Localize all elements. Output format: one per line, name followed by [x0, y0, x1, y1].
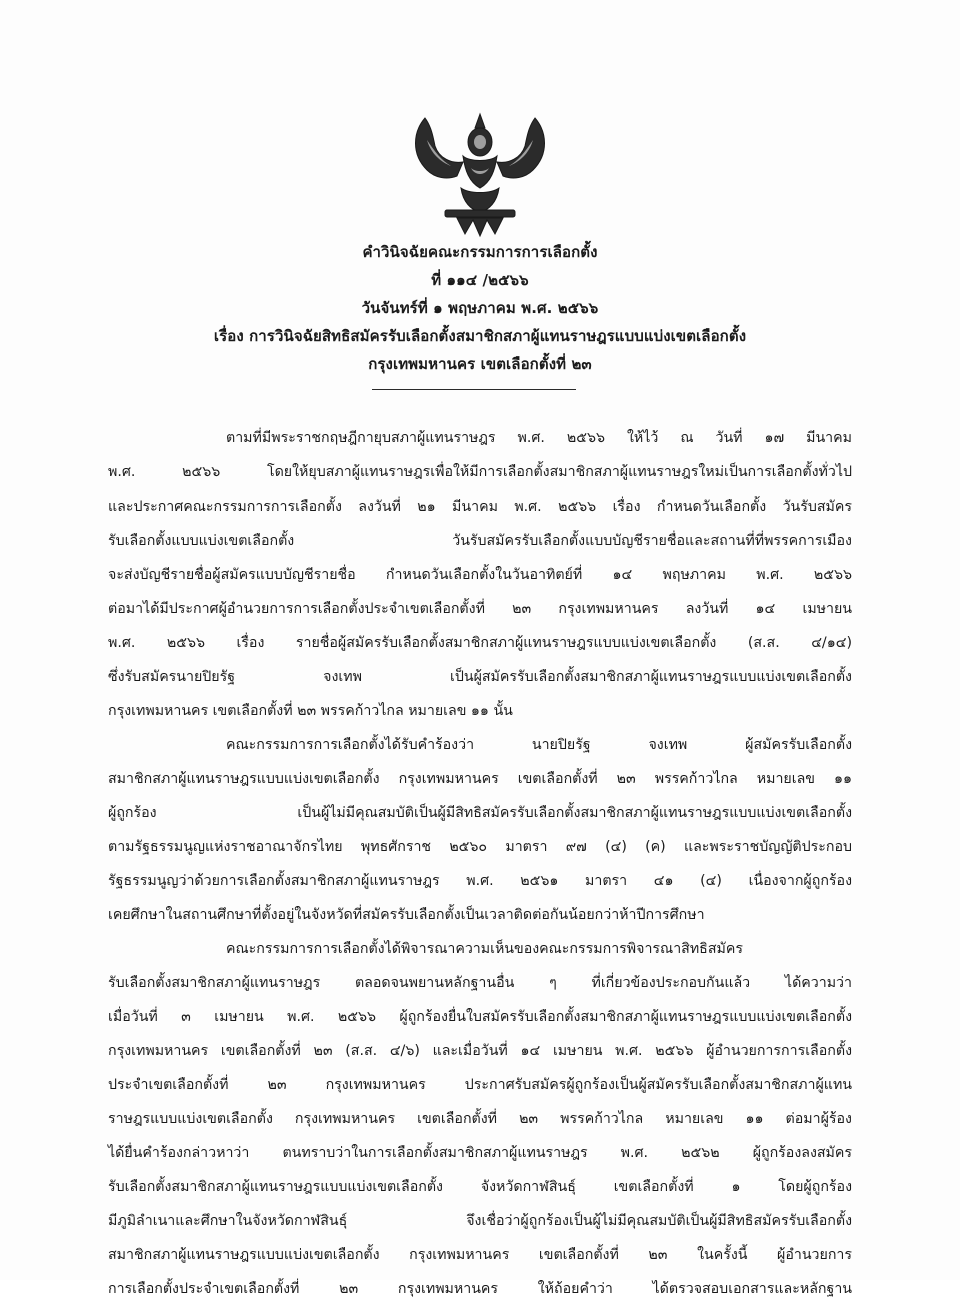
text-line: สมาชิกสภาผู้แทนราษฎรแบบแบ่งเขตเลือกตั้ง กรุงเทพมหานคร เขตเลือกตั้งที่ ๒๓ ในครั้งนี้ ผู้อำนวยการ	[108, 1247, 852, 1263]
text-line: เคยศึกษาในสถานศึกษาที่ตั้งอยู่ในจังหวัดที่สมัครรับเลือกตั้งเป็นเวลาติดต่อกันน้อยกว่าห้าปีการศึกษา	[108, 907, 705, 923]
text-line: ตามรัฐธรรมนูญแห่งราชอาณาจักรไทย พุทธศักราช ๒๕๖๐ มาตรา ๙๗ (๔) (ค) และพระราชบัญญัติประกอบ	[108, 839, 852, 855]
decision-subject-continued: กรุงเทพมหานคร เขตเลือกตั้งที่ ๒๓	[368, 355, 592, 373]
text-line: กรุงเทพมหานคร เขตเลือกตั้งที่ ๒๓ (ส.ส. ๔/๖) และเมื่อวันที่ ๑๔ เมษายน พ.ศ. ๒๕๖๖ ผู้อำนวยการการเลือกตั้ง	[108, 1043, 852, 1059]
text-line: จะส่งบัญชีรายชื่อผู้สมัครแบบบัญชีรายชื่อ กำหนดวันเลือกตั้งในวันอาทิตย์ที่ ๑๔ พฤษภาคม พ.ศ. ๒๕๖๖	[108, 567, 852, 583]
text-line: รับเลือกตั้งสมาชิกสภาผู้แทนราษฎรแบบแบ่งเขตเลือกตั้ง จังหวัดกาฬสินธุ์ เขตเลือกตั้งที่ ๑ โดยผู้ถูกร้อง	[108, 1179, 852, 1195]
text-line: รับเลือกตั้งสมาชิกสภาผู้แทนราษฎร ตลอดจนพยานหลักฐานอื่น ๆ ที่เกี่ยวข้องประกอบกันแล้ว ได้ความว่า	[108, 975, 852, 991]
text-line: รับเลือกตั้งแบบแบ่งเขตเลือกตั้ง วันรับสมัครรับเลือกตั้งแบบบัญชีรายชื่อและสถานที่ที่พรรคการเมือง	[108, 533, 852, 549]
text-line: การเลือกตั้งประจำเขตเลือกตั้งที่ ๒๓ กรุงเทพมหานคร ให้ถ้อยคำว่า ได้ตรวจสอบเอกสารและหลักฐาน	[108, 1281, 852, 1297]
decision-date: วันจันทร์ที่ ๑ พฤษภาคม พ.ศ. ๒๕๖๖	[361, 299, 599, 317]
text-line: มีภูมิลำเนาและศึกษาในจังหวัดกาฬสินธุ์ จึงเชื่อว่าผู้ถูกร้องเป็นผู้ไม่มีคุณสมบัติเป็นผู้มีสิทธิสมัครรับเลือกตั้ง	[108, 1213, 852, 1229]
decision-subject: เรื่อง การวินิจฉัยสิทธิสมัครรับเลือกตั้งสมาชิกสภาผู้แทนราษฎรแบบแบ่งเขตเลือกตั้ง	[213, 327, 747, 345]
text-line: คณะกรรมการการเลือกตั้งได้พิจารณาความเห็นของคณะกรรมการพิจารณาสิทธิสมัคร	[226, 941, 743, 957]
text-line: ได้ยื่นคำร้องกล่าวหาว่า ตนทราบว่าในการเลือกตั้งสมาชิกสภาผู้แทนราษฎร พ.ศ. ๒๕๖๒ ผู้ถูกร้องลงสมัคร	[108, 1145, 852, 1161]
text-line: ตามที่มีพระราชกฤษฎีกายุบสภาผู้แทนราษฎร พ.ศ. ๒๕๖๖ ให้ไว้ ณ วันที่ ๑๗ มีนาคม	[226, 430, 852, 446]
text-line: และประกาศคณะกรรมการการเลือกตั้ง ลงวันที่ ๒๑ มีนาคม พ.ศ. ๒๕๖๖ เรื่อง กำหนดวันเลือกตั้ง วันรับสมัคร	[108, 499, 852, 515]
text-line: กรุงเทพมหานคร เขตเลือกตั้งที่ ๒๓ พรรคก้าวไกล หมายเลข ๑๑ นั้น	[108, 703, 513, 719]
text-line: ผู้ถูกร้อง เป็นผู้ไม่มีคุณสมบัติเป็นผู้มีสิทธิสมัครรับเลือกตั้งสมาชิกสภาผู้แทนราษฎรแบบแบ่งเขตเลือกตั้ง	[108, 805, 852, 821]
text-line: เมื่อวันที่ ๓ เมษายน พ.ศ. ๒๕๖๖ ผู้ถูกร้องยื่นใบสมัครรับเลือกตั้งสมาชิกสภาผู้แทนราษฎรแบบแบ่งเขตเลือกตั้ง	[108, 1009, 852, 1025]
text-line: พ.ศ. ๒๕๖๖ โดยให้ยุบสภาผู้แทนราษฎรเพื่อให้มีการเลือกตั้งสมาชิกสภาผู้แทนราษฎรใหม่เป็นการเลือกตั้งทั่วไป	[108, 464, 852, 480]
text-line: ต่อมาได้มีประกาศผู้อำนวยการการเลือกตั้งประจำเขตเลือกตั้งที่ ๒๓ กรุงเทพมหานคร ลงวันที่ ๑๔ เมษายน	[108, 601, 853, 617]
text-line: ซึ่งรับสมัครนายปิยรัฐ จงเทพ เป็นผู้สมัครรับเลือกตั้งสมาชิกสภาผู้แทนราษฎรแบบแบ่งเขตเลือกตั้ง	[108, 669, 852, 685]
text-line: พ.ศ. ๒๕๖๖ เรื่อง รายชื่อผู้สมัครรับเลือกตั้งสมาชิกสภาผู้แทนราษฎรแบบแบ่งเขตเลือกตั้ง (ส.ส. ๔/๑๔)	[108, 635, 852, 651]
garuda-emblem-icon	[405, 110, 555, 238]
decision-title: คำวินิจฉัยคณะกรรมการการเลือกตั้ง	[362, 243, 598, 261]
header-divider	[372, 389, 576, 390]
text-line: คณะกรรมการการเลือกตั้งได้รับคำร้องว่า นายปิยรัฐ จงเทพ ผู้สมัครรับเลือกตั้ง	[226, 737, 852, 753]
text-line: สมาชิกสภาผู้แทนราษฎรแบบแบ่งเขตเลือกตั้ง กรุงเทพมหานคร เขตเลือกตั้งที่ ๒๓ พรรคก้าวไกล หมายเลข ๑๑	[108, 771, 852, 787]
decision-number: ที่ ๑๑๔ /๒๕๖๖	[431, 271, 529, 289]
text-line: ราษฎรแบบแบ่งเขตเลือกตั้ง กรุงเทพมหานคร เขตเลือกตั้งที่ ๒๓ พรรคก้าวไกล หมายเลข ๑๑ ต่อมาผู้ร้อง	[108, 1111, 852, 1127]
text-line: ประจำเขตเลือกตั้งที่ ๒๓ กรุงเทพมหานคร ประกาศรับสมัครผู้ถูกร้องเป็นผู้สมัครรับเลือกตั้งสมาชิกสภาผู้แทน	[108, 1077, 852, 1093]
text-line: รัฐธรรมนูญว่าด้วยการเลือกตั้งสมาชิกสภาผู้แทนราษฎร พ.ศ. ๒๕๖๑ มาตรา ๔๑ (๔) เนื่องจากผู้ถูกร้อง	[108, 873, 852, 889]
